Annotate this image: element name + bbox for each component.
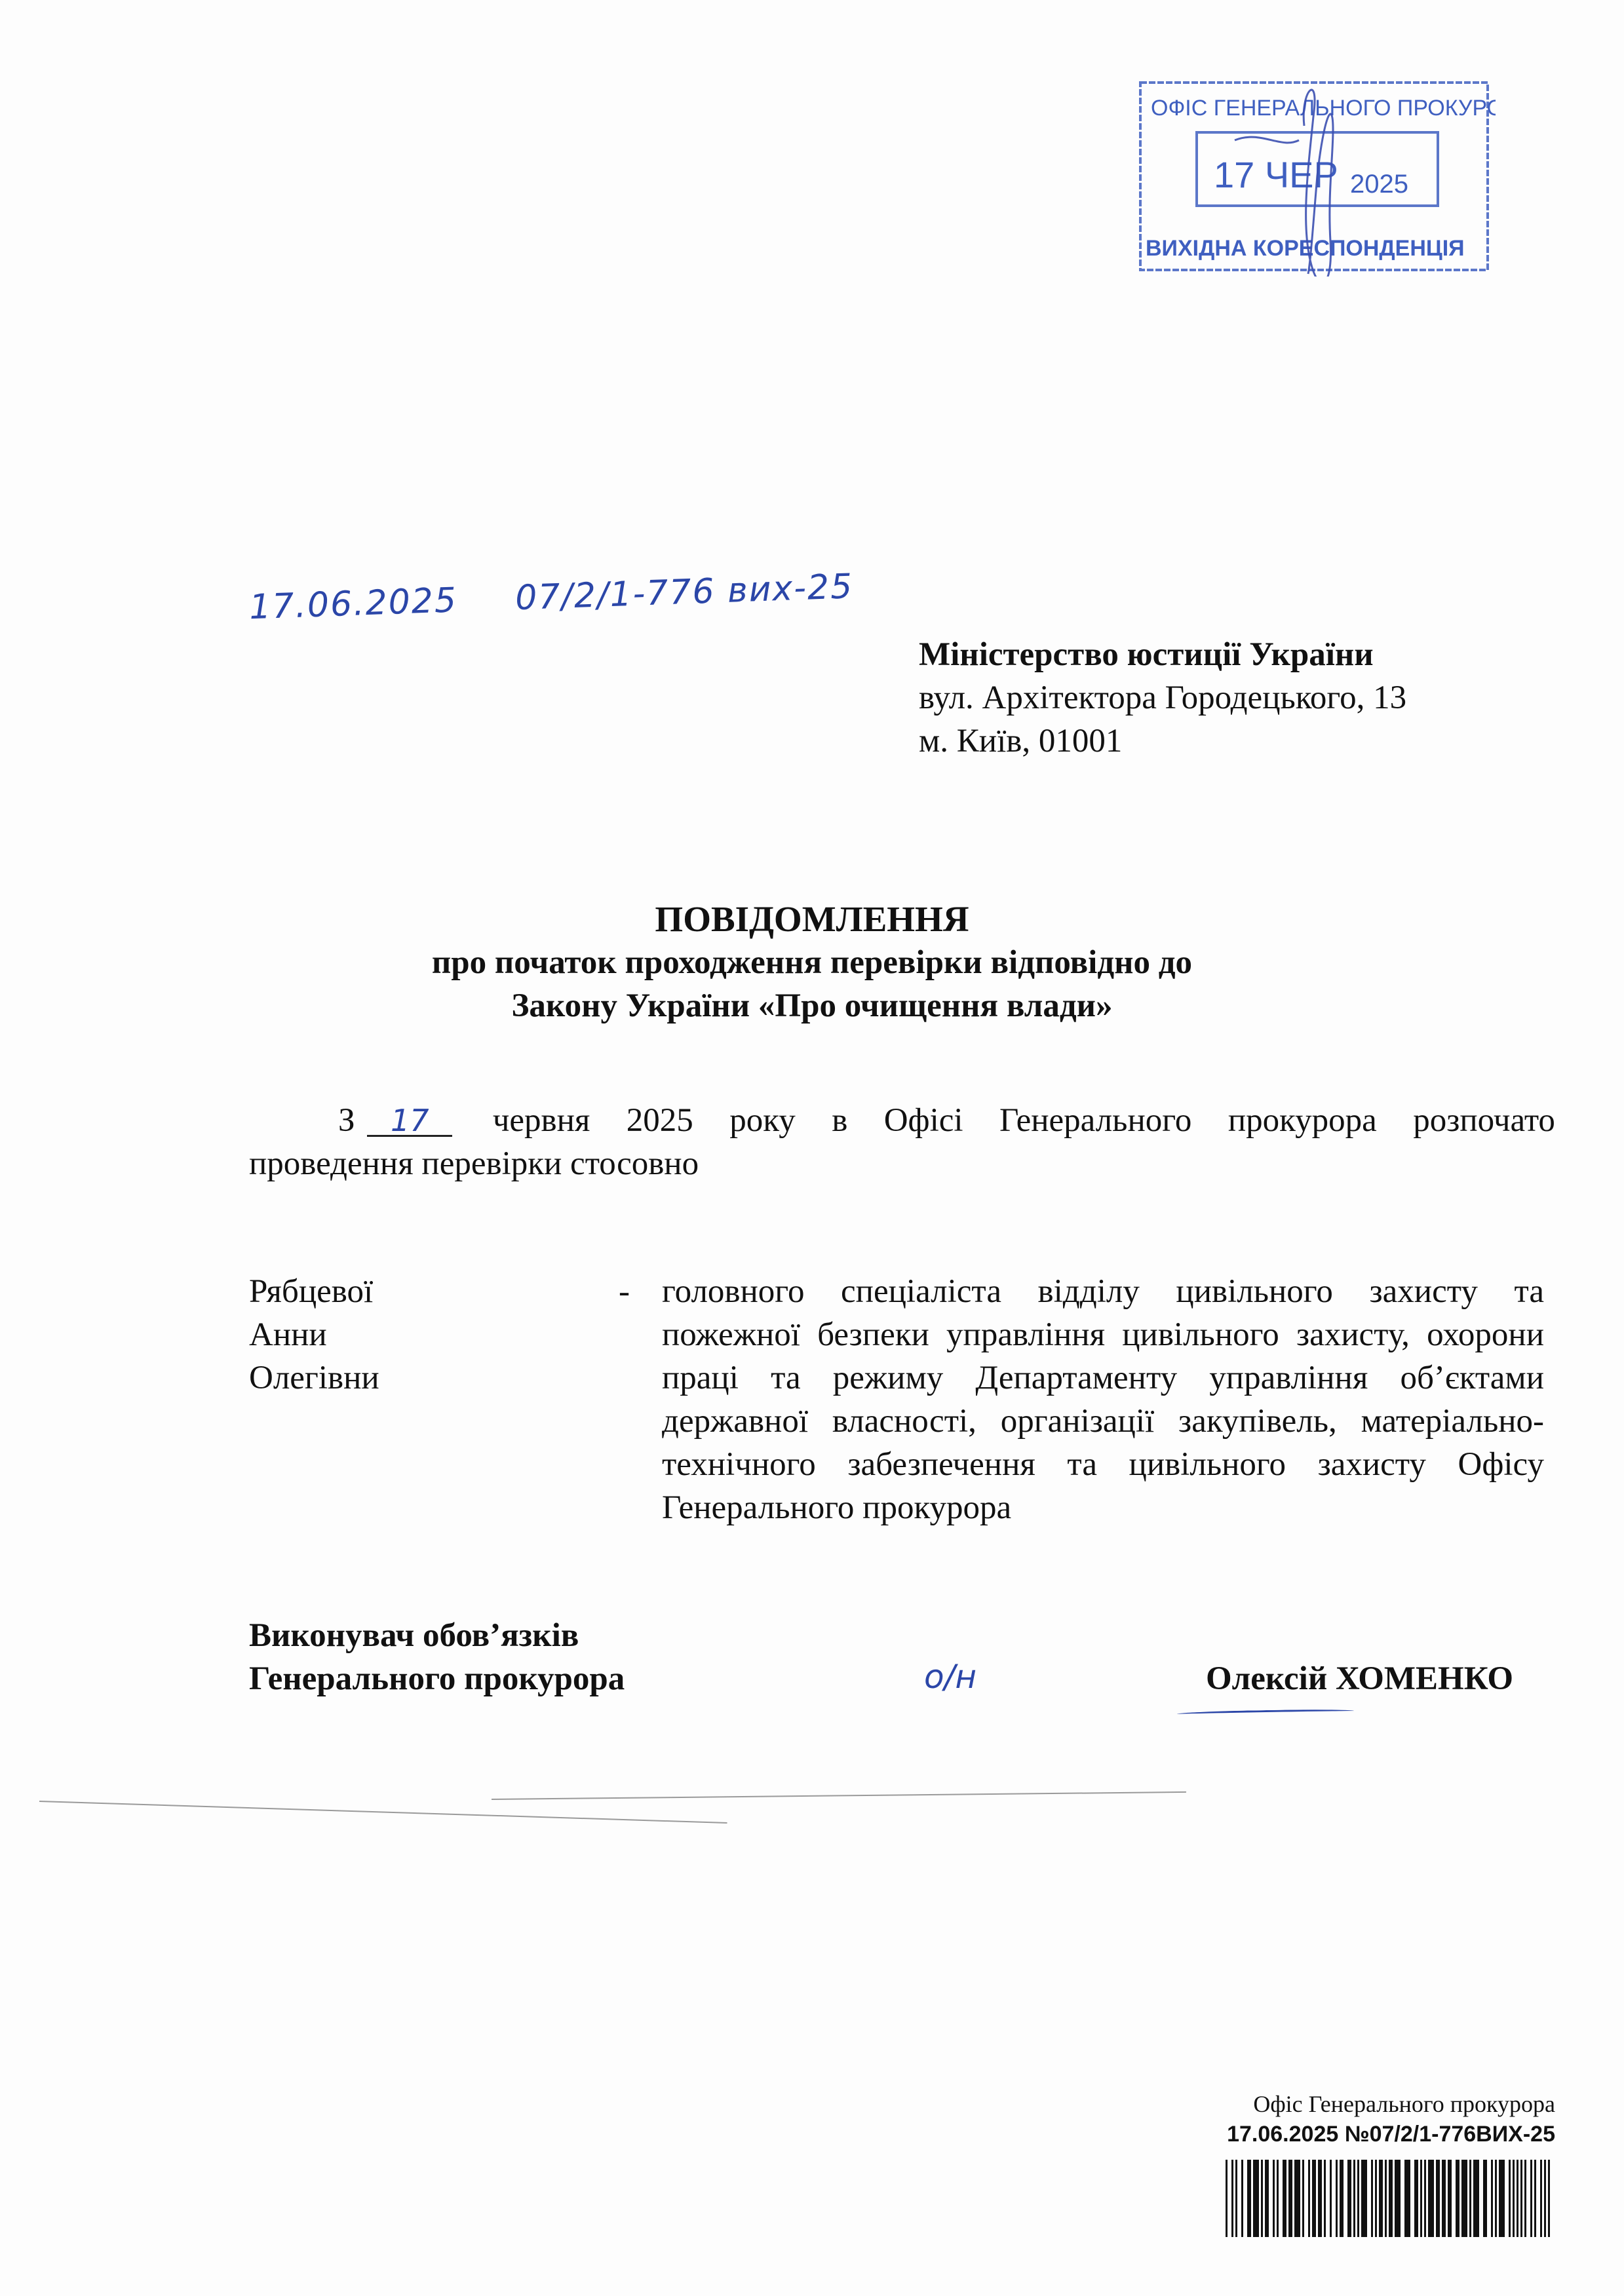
barcode-bar: [1404, 2160, 1410, 2237]
barcode-bar: [1530, 2160, 1532, 2237]
barcode-bar: [1509, 2160, 1511, 2237]
notice-word: в: [832, 1102, 848, 1139]
barcode-bar: [1469, 2160, 1471, 2237]
scan-artifact-line: [492, 1791, 1186, 1800]
barcode-bar: [1288, 2160, 1292, 2237]
barcode-bar: [1283, 2160, 1286, 2237]
notice-word: Офісі: [883, 1102, 963, 1139]
barcode-bar: [1461, 2160, 1467, 2237]
barcode-bar: [1544, 2160, 1546, 2237]
title-line3: Закону України «Про очищення влади»: [511, 987, 1113, 1024]
notice-line2: проведення перевірки стосовно: [249, 1145, 699, 1182]
stamp-graphic: [1136, 77, 1496, 277]
addressee-name: Міністерство юстиції України: [919, 636, 1374, 673]
barcode-bar: [1340, 2160, 1344, 2237]
footer-registration-number: 17.06.2025 №07/2/1-776ВИХ-25: [1227, 2122, 1555, 2147]
barcode-bar: [1241, 2160, 1243, 2237]
notice-word: розпочато: [1413, 1102, 1555, 1139]
document-title: [0, 898, 1624, 1027]
barcode-bar: [1442, 2160, 1446, 2237]
barcode-bar: [1456, 2160, 1460, 2237]
stamp-year: 2025: [1350, 170, 1408, 199]
footer-registration: [1227, 2089, 1555, 2149]
signatory-title-line2: Генерального прокурора: [249, 1660, 625, 1697]
outgoing-correspondence-stamp: [1136, 77, 1496, 277]
notice-word: Генерального: [999, 1102, 1192, 1139]
notice-word: року: [729, 1102, 796, 1139]
signature-underline: [1177, 1709, 1354, 1717]
person-dash: -: [619, 1273, 630, 1310]
barcode-bar: [1420, 2160, 1422, 2237]
barcode-bar: [1324, 2160, 1326, 2237]
signatory-title-line1: Виконувач обов’язків: [249, 1617, 579, 1654]
barcode-bar: [1302, 2160, 1304, 2237]
person-patronymic: Олегівни: [249, 1360, 379, 1396]
addressee-block: [919, 633, 1406, 763]
signatory-name: Олексій ХОМЕНКО: [1206, 1660, 1514, 1697]
barcode-bar: [1312, 2160, 1316, 2237]
stamp-type: ВИХІДНА КОРЕСПОНДЕНЦІЯ: [1146, 236, 1465, 261]
barcode-bar: [1265, 2160, 1269, 2237]
barcode-bar: [1277, 2160, 1279, 2237]
notice-start: [338, 1099, 456, 1142]
handwritten-number: 07/2/1-776 вих-25: [514, 567, 855, 619]
footer-org: Офіс Генерального прокурора: [1253, 2091, 1555, 2117]
barcode-bar: [1330, 2160, 1332, 2237]
barcode-bar: [1253, 2160, 1259, 2237]
barcode-bar: [1371, 2160, 1373, 2237]
barcode-bar: [1318, 2160, 1322, 2237]
barcode-bar: [1414, 2160, 1418, 2237]
person-full-name: [249, 1270, 379, 1400]
barcode-bar: [1308, 2160, 1310, 2237]
barcode-bar: [1520, 2160, 1522, 2237]
barcode-bar: [1361, 2160, 1367, 2237]
barcode-bar: [1347, 2160, 1351, 2237]
barcode-bar: [1534, 2160, 1536, 2237]
barcode-bar: [1424, 2160, 1426, 2237]
person-first-name: Анни: [249, 1316, 327, 1353]
person-surname: Рябцевої: [249, 1273, 374, 1310]
barcode-bar: [1357, 2160, 1359, 2237]
addressee-city: м. Київ, 01001: [919, 723, 1123, 759]
barcode-bar: [1231, 2160, 1233, 2237]
handwritten-registration: [248, 565, 900, 628]
barcode-bar: [1495, 2160, 1497, 2237]
barcode-bar: [1247, 2160, 1251, 2237]
stamp-org: ОФІС ГЕНЕРАЛЬНОГО ПРОКУРОРА: [1151, 96, 1496, 121]
barcode-bar: [1473, 2160, 1479, 2237]
notice-word: червня: [492, 1102, 590, 1139]
notice-paragraph: [249, 1099, 1555, 1185]
handwritten-signature-mark: о/н: [924, 1658, 977, 1696]
handwritten-date: 17.06.2025: [248, 581, 458, 628]
notice-word: 2025: [626, 1102, 693, 1139]
signatory-title: [249, 1614, 625, 1700]
barcode-bar: [1491, 2160, 1493, 2237]
barcode-bar: [1540, 2160, 1542, 2237]
barcode-bar: [1379, 2160, 1383, 2237]
barcode-bar: [1436, 2160, 1440, 2237]
barcode-bar: [1389, 2160, 1393, 2237]
barcode-bar: [1385, 2160, 1387, 2237]
handwritten-day: 17: [367, 1106, 452, 1137]
barcode-bar: [1235, 2160, 1237, 2237]
barcode-bar: [1294, 2160, 1300, 2237]
addressee-street: вул. Архітектора Городецького, 13: [919, 679, 1407, 716]
barcode-bar: [1273, 2160, 1275, 2237]
barcode-bar: [1513, 2160, 1515, 2237]
barcode-bar: [1524, 2160, 1526, 2237]
notice-word: прокурора: [1228, 1102, 1377, 1139]
barcode-bar: [1548, 2160, 1550, 2237]
barcode-bar: [1517, 2160, 1518, 2237]
scan-artifact-line: [39, 1801, 727, 1824]
barcode-bar: [1226, 2160, 1228, 2237]
title-line2: про початок проходження перевірки відповідно до: [431, 944, 1193, 981]
barcode-bar: [1395, 2160, 1401, 2237]
barcode-bar: [1428, 2160, 1434, 2237]
barcode-bar: [1483, 2160, 1487, 2237]
title-main: ПОВІДОМЛЕННЯ: [655, 899, 969, 939]
barcode-bar: [1375, 2160, 1377, 2237]
notice-line1: [249, 1099, 1555, 1142]
barcode-bar: [1353, 2160, 1355, 2237]
barcode-bar: [1261, 2160, 1263, 2237]
person-position: головного спеціаліста відділу цивільного захисту та пожежної безпеки управління цивільного захисту, охорони праці та режиму Департаменту управління об’єктами державної власності, організації закупівель, матеріально-технічного забезпечення та цивільного захисту Офісу Генерального прокурора: [662, 1273, 1544, 1526]
stamp-date: 17 ЧЕР: [1214, 154, 1338, 195]
barcode: [1224, 2160, 1555, 2237]
barcode-bar: [1448, 2160, 1452, 2237]
barcode-bar: [1336, 2160, 1338, 2237]
barcode-bar: [1499, 2160, 1505, 2237]
notice-prefix: З: [338, 1102, 355, 1139]
